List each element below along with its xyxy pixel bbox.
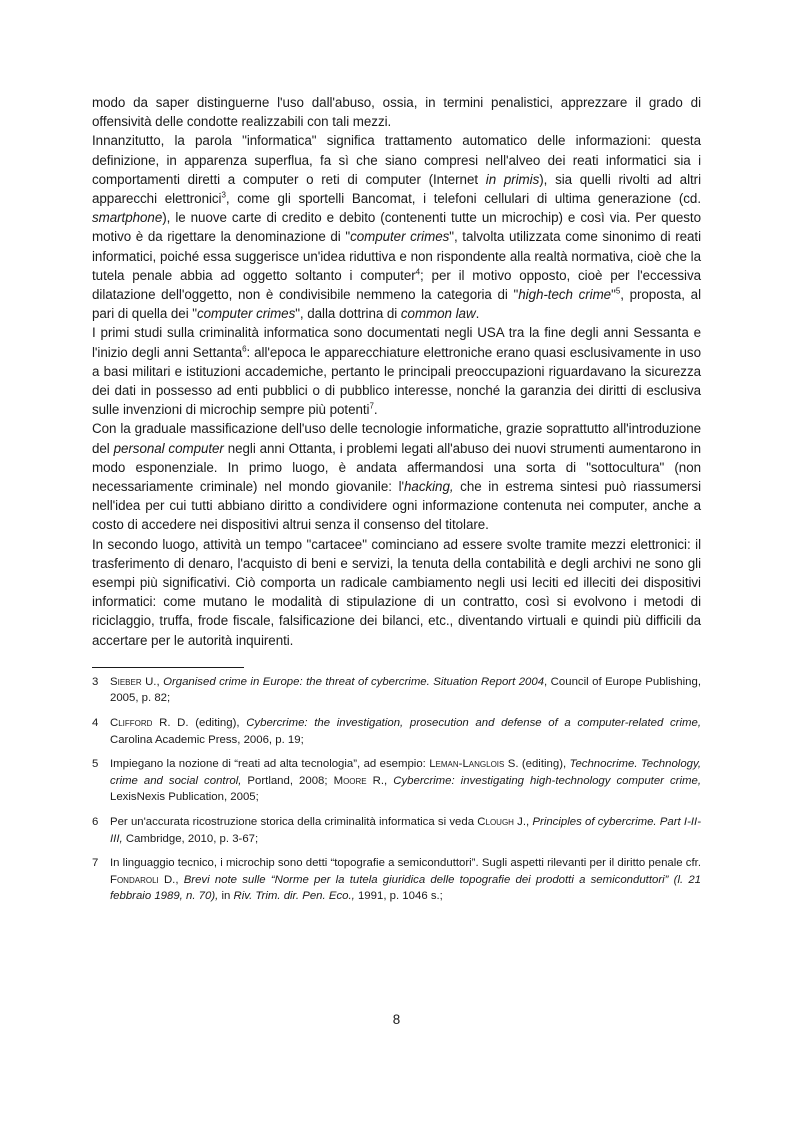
journal-title: Riv. Trim. dir. Pen. Eco., — [233, 890, 355, 903]
text-run: LexisNexis Publication, 2005; — [110, 791, 259, 804]
paragraph-3 — [92, 323, 701, 419]
text-run: ; per il motivo opposto, cioè per l'eccessiva dilatazione dell'oggetto, non è condivisibile nemmeno la categoria di " — [92, 267, 702, 303]
text-run: Carolina Academic Press, 2006, p. 19; — [110, 733, 304, 746]
italic-term: in primis — [485, 171, 540, 187]
text-run: In linguaggio tecnico, i microchip sono detti “topografie a semiconduttori”. Sugli aspetti rilevanti per il diritto penale cfr. — [110, 857, 701, 870]
paragraph-4 — [92, 419, 701, 534]
footnote-number: 6 — [92, 816, 99, 829]
text-run: che in estrema sintesi può riassumersi nell'idea per cui tutti abbiano diritto a condividere ogni informazione contenuta nei computer, anche a costo di accedere nei dispositivi altrui senza il consenso del titolare. — [92, 479, 702, 533]
footnote-text — [110, 814, 701, 847]
text-run: Impiegano la nozione di “reati ad alta tecnologia”, ad esempio: — [110, 758, 430, 771]
footnote-number: 5 — [92, 758, 99, 771]
author-name: Clifford — [110, 717, 153, 730]
footnote-number: 4 — [92, 717, 99, 730]
text-run: Innanzitutto, la parola "informatica" significa trattamento automatico delle informazioni: questa definizione, in apparenza superflua, fa sì che siano compresi nell'alveo dei reati informatici sia i comportamenti diretti a computer o reti di computer (Internet — [92, 133, 701, 187]
text-run: , proposta, al pari di quella dei " — [92, 287, 701, 322]
footnote-text — [110, 855, 701, 905]
text-run: " — [611, 287, 616, 303]
footnote-text — [110, 715, 701, 748]
work-title: Technocrime. Technology, crime and social control, — [110, 758, 702, 787]
footnote-number: 7 — [92, 857, 99, 870]
footnote-6 — [92, 814, 701, 847]
footnote-ref-4[interactable]: 4 — [415, 267, 421, 277]
text-run: . — [373, 402, 378, 418]
footnote-5 — [92, 756, 701, 806]
text-run: , come gli sportelli Bancomat, i telefoni cellulari di ultima generazione (cd. — [225, 191, 701, 207]
body-text — [92, 93, 701, 650]
footnote-number: 3 — [92, 675, 99, 688]
italic-term: computer crimes — [197, 306, 296, 322]
work-title: Principles of cybercrime. Part I-II-III, — [110, 816, 701, 845]
work-title: Cybercrime: investigating high-technology computer crime, — [393, 774, 701, 787]
text-run: ), sia quelli rivolti ad altri apparecchi elettronici — [92, 171, 701, 207]
footnote-7 — [92, 855, 701, 905]
text-run: R., — [366, 774, 394, 787]
text-run: Per un'accurata ricostruzione storica della criminalità informatica si veda — [110, 816, 478, 829]
footnote-ref-5[interactable]: 5 — [615, 286, 621, 296]
text-run: I primi studi sulla criminalità informatica sono documentati negli USA tra la fine degli anni Sessanta e l'inizio degli anni Settanta — [92, 325, 701, 360]
work-title: Cybercrime: the investigation, prosecution and defense of a computer-related crime, — [246, 717, 701, 730]
footnote-separator — [92, 667, 244, 668]
text-run: U., — [141, 675, 164, 688]
italic-term: computer crimes — [350, 229, 450, 245]
footnote-text — [110, 674, 701, 707]
text-run: Portland, 2008; — [241, 774, 334, 787]
text-run: negli anni Ottanta, i problemi legati all'abuso dei nuovi strumenti aumentarono in modo esponenziale. In primo luogo, è andata affermandosi una sorta di "sottocultura" (non necessariamente criminale) nel mondo giovanile: l' — [92, 440, 701, 495]
text-run: ", talvolta utilizzata come sinonimo di reati informatici, poiché essa suggerisce un'idea riduttiva e non rispondente alla realtà normativa, cioè che la tutela penale abbia ad oggetto soltanto i computer — [92, 229, 701, 283]
italic-term: personal computer — [113, 440, 224, 456]
page-number: 8 — [392, 1012, 401, 1027]
paragraph-2 — [92, 131, 701, 323]
italic-term: hacking, — [404, 479, 454, 495]
text-run: in — [218, 890, 234, 903]
text-run: J., — [513, 816, 533, 829]
work-title: Organised crime in Europe: the threat of cybercrime. Situation Report 2004 — [163, 675, 545, 688]
footnote-text — [110, 756, 701, 806]
text-run: ", dalla dottrina di — [295, 306, 401, 322]
text-run: : all'epoca le apparecchiature elettroniche erano quasi esclusivamente in uso a basi militari e istituzioni accademiche, pertanto le principali preoccupazioni riguardavano la sicurezza dei dati in possesso ad enti pubblici o di pubblico interesse, nonché la garanzia dei diritti di esclusiva sulle invenzioni di microchip sempre più potenti — [92, 344, 701, 418]
author-name: Clough — [477, 816, 514, 829]
author-name: Leman-Langlois — [429, 758, 505, 771]
work-title: Brevi note sulle “Norme per la tutela giuridica delle topografie dei prodotti a semiconduttori” (l. 21 febbraio 1989, n. 70), — [110, 873, 701, 903]
author-name: Moore — [333, 774, 367, 787]
text-run: 1991, p. 1046 s.; — [354, 890, 443, 903]
author-name: Sieber — [110, 675, 142, 688]
author-name: Fondaroli — [110, 873, 159, 886]
italic-term: high-tech crime — [518, 287, 612, 303]
italic-term: smartphone — [92, 210, 163, 226]
footnote-3 — [92, 674, 701, 707]
footnote-ref-3[interactable]: 3 — [221, 190, 226, 200]
text-run: R. D. (editing), — [152, 717, 247, 730]
paragraph-5: In secondo luogo, attività un tempo "cartacee" cominciano ad essere svolte tramite mezzi elettronici: il trasferimento di denaro, l'acquisto di beni e servizi, la tenuta della contabilità e degli archivi ne sono gli esempi più significativi. Ciò comporta un radicale cambiamento negli usi leciti ed illeciti dei dispositivi informatici: come mutano le modalità di stipulazione di un contratto, così si evolvono i metodi di riciclaggio, truffa, frode fiscale, falsificazione dei bilanci, etc., diventando virtuali e quindi più difficili da accertare per le autorità inquirenti. — [92, 536, 701, 648]
text-run: ), le nuove carte di credito e debito (contenenti tutte un microchip) e così via. Per questo motivo è da rigettare la denominazione di " — [92, 210, 701, 245]
text-run: D., — [158, 873, 184, 886]
text-run: S. (editing), — [504, 758, 570, 771]
text-run: , Council of Europe Publishing, 2005, p. 82; — [110, 675, 701, 705]
footnote-ref-7[interactable]: 7 — [369, 401, 374, 411]
italic-term: common law — [400, 306, 476, 322]
footnote-4 — [92, 715, 701, 748]
text-run: Cambridge, 2010, p. 3-67; — [122, 832, 259, 845]
footnotes — [92, 674, 701, 905]
footnote-ref-6[interactable]: 6 — [242, 344, 247, 354]
paragraph-1: modo da saper distinguerne l'uso dall'abuso, ossia, in termini penalistici, apprezzare il grado di offensività delle condotte realizzabili con tali mezzi. — [92, 95, 701, 130]
text-run: Con la graduale massificazione dell'uso delle tecnologie informatiche, grazie soprattutto all'introduzione del — [92, 421, 701, 456]
text-run: . — [475, 306, 480, 322]
page-content — [92, 93, 701, 913]
